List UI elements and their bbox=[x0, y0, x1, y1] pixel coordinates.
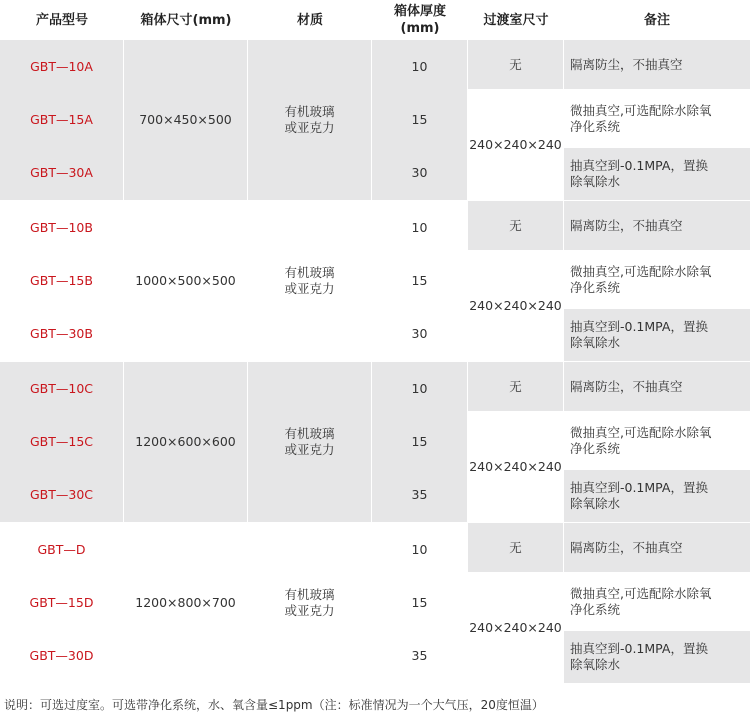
material-line2: 或亚克力 bbox=[284, 281, 335, 296]
box-thickness: 10 bbox=[372, 362, 467, 415]
remark bbox=[564, 362, 750, 411]
remark bbox=[564, 201, 750, 250]
remark-line: 微抽真空,可选配除水除氧 bbox=[570, 424, 712, 440]
material-line1: 有机玻璃 bbox=[284, 265, 335, 280]
box-thickness: 30 bbox=[372, 146, 467, 200]
product-model: GBT—10C bbox=[0, 362, 123, 415]
material-line1: 有机玻璃 bbox=[284, 104, 335, 119]
remark-line: 隔离防尘，不抽真空 bbox=[570, 378, 683, 394]
product-model: GBT—15B bbox=[30, 272, 93, 288]
remark bbox=[564, 523, 750, 572]
product-model: GBT—D bbox=[37, 541, 86, 557]
remark-line: 微抽真空,可选配除水除氧 bbox=[570, 102, 712, 118]
product-model: GBT—10A bbox=[0, 40, 123, 93]
header-material: 材质 bbox=[296, 12, 323, 28]
remark-line: 微抽真空,可选配除水除氧 bbox=[570, 585, 712, 601]
transfer-size: 240×240×240 bbox=[469, 620, 562, 635]
product-model: GBT—30B bbox=[30, 326, 93, 341]
header-model: 产品型号 bbox=[35, 12, 88, 28]
box-size: 1200×800×700 bbox=[135, 595, 236, 610]
remark-line: 抽真空到-0.1MPA，置换 bbox=[570, 319, 708, 334]
remark bbox=[564, 40, 750, 89]
remark-line: 净化系统 bbox=[570, 279, 621, 295]
box-thickness: 15 bbox=[411, 272, 428, 288]
box-size: 1000×500×500 bbox=[135, 273, 236, 288]
transfer-size: 240×240×240 bbox=[469, 298, 562, 313]
remark bbox=[564, 251, 750, 308]
box-thickness: 15 bbox=[372, 415, 467, 468]
remark-line: 净化系统 bbox=[570, 601, 621, 617]
remark-line: 除氧除水 bbox=[570, 335, 621, 350]
material bbox=[248, 201, 371, 361]
remark-line: 隔离防尘，不抽真空 bbox=[570, 539, 683, 555]
transfer-none: 无 bbox=[468, 201, 563, 250]
remark-line: 抽真空到-0.1MPA，置换 bbox=[570, 480, 708, 495]
header-thickness-line2: (mm) bbox=[400, 21, 440, 36]
remark bbox=[564, 412, 750, 469]
remark bbox=[564, 148, 750, 200]
remark bbox=[564, 90, 750, 147]
transfer-none: 无 bbox=[468, 523, 563, 572]
box-thickness: 15 bbox=[411, 594, 428, 610]
material-line2: 或亚克力 bbox=[284, 120, 335, 135]
remark-line: 隔离防尘，不抽真空 bbox=[570, 217, 683, 233]
header-thickness-line1: 箱体厚度 bbox=[393, 4, 446, 19]
product-model: GBT—30C bbox=[0, 468, 123, 522]
box-thickness: 15 bbox=[372, 93, 467, 146]
transfer-size: 240×240×240 bbox=[469, 137, 562, 152]
product-model: GBT—10B bbox=[30, 219, 93, 235]
box-thickness: 35 bbox=[372, 468, 467, 522]
material bbox=[248, 362, 371, 522]
remark-line: 除氧除水 bbox=[570, 657, 621, 672]
remark-line: 除氧除水 bbox=[570, 174, 621, 189]
material bbox=[248, 40, 371, 200]
header-thickness bbox=[372, 0, 468, 40]
product-model: GBT—15C bbox=[0, 415, 123, 468]
box-thickness: 10 bbox=[372, 40, 467, 93]
box-size: 1200×600×600 bbox=[124, 362, 247, 522]
product-model: GBT—30A bbox=[0, 146, 123, 200]
remark-line: 微抽真空,可选配除水除氧 bbox=[570, 263, 712, 279]
material bbox=[248, 523, 371, 683]
remark-line: 除氧除水 bbox=[570, 496, 621, 511]
transfer-none: 无 bbox=[468, 362, 563, 411]
header-transfer: 过渡室尺寸 bbox=[483, 12, 549, 28]
footer-note: 说明：可选过度室。可选带净化系统，水、氧含量≤1ppm（注：标准情况为一个大气压，20度恒温） bbox=[4, 698, 544, 712]
box-thickness: 35 bbox=[411, 648, 428, 663]
box-thickness: 10 bbox=[411, 541, 428, 557]
remark-line: 抽真空到-0.1MPA，置换 bbox=[570, 158, 708, 173]
remark bbox=[564, 573, 750, 630]
material-line1: 有机玻璃 bbox=[284, 426, 335, 441]
product-model: GBT—15D bbox=[29, 594, 94, 610]
header-remarks: 备注 bbox=[643, 12, 670, 28]
remark bbox=[564, 470, 750, 522]
header-size: 箱体尺寸(mm) bbox=[140, 12, 232, 28]
box-thickness: 30 bbox=[411, 326, 428, 341]
remark-line: 净化系统 bbox=[570, 118, 621, 134]
box-size: 700×450×500 bbox=[124, 40, 247, 200]
transfer-size: 240×240×240 bbox=[469, 459, 562, 474]
remark-line: 隔离防尘，不抽真空 bbox=[570, 56, 683, 72]
transfer-none: 无 bbox=[468, 40, 563, 89]
remark bbox=[564, 309, 750, 361]
box-thickness: 10 bbox=[411, 219, 428, 235]
remark-line: 净化系统 bbox=[570, 440, 621, 456]
product-model: GBT—30D bbox=[29, 648, 94, 663]
remark-line: 抽真空到-0.1MPA，置换 bbox=[570, 641, 708, 656]
product-model: GBT—15A bbox=[0, 93, 123, 146]
remark bbox=[564, 631, 750, 683]
material-line2: 或亚克力 bbox=[284, 442, 335, 457]
material-line2: 或亚克力 bbox=[284, 603, 335, 618]
material-line1: 有机玻璃 bbox=[284, 587, 335, 602]
